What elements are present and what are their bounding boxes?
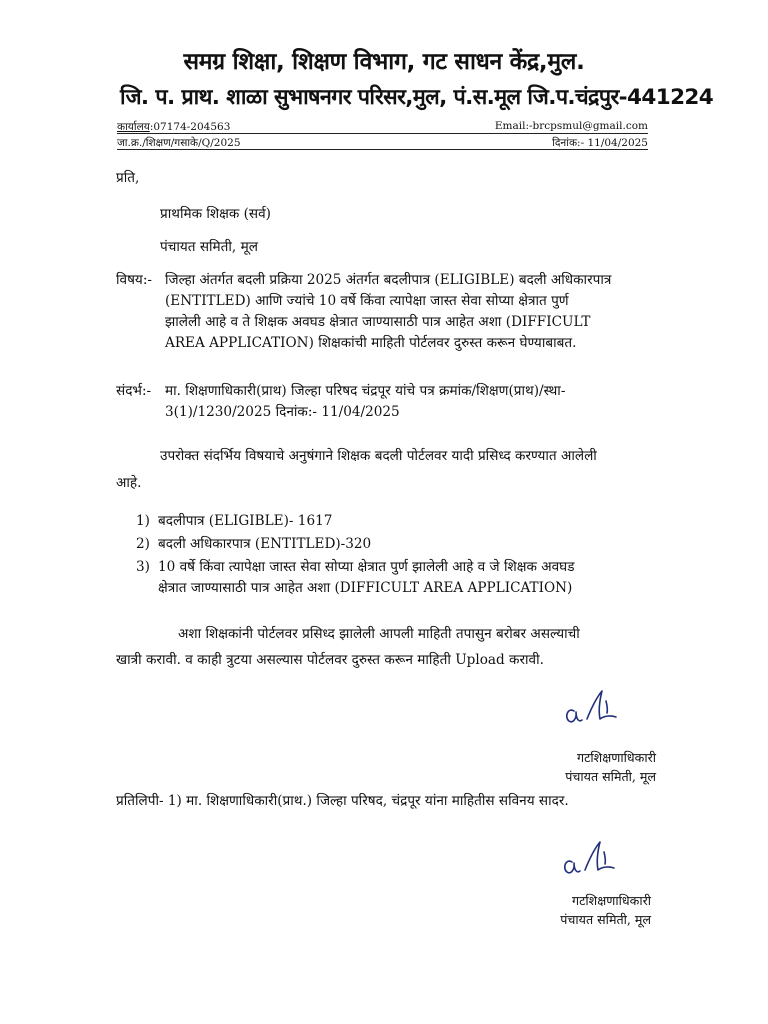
list-number: 3) (136, 559, 150, 575)
office-phone (117, 120, 230, 134)
subject-label: विषय:- (116, 272, 152, 288)
signature-block (560, 891, 651, 929)
reference-row (117, 136, 648, 150)
office-header-address: जि. प. प्राथ. शाळा सुभाषनगर परिसर,मुल, पं.स.मूल जि.प.चंद्रपुर-441224 (120, 85, 714, 110)
office-phone-number: :07174-204563 (149, 121, 231, 133)
subject-line: जिल्हा अंतर्गत बदली प्रक्रिया 2025 अंतर्गत बदलीपात्र (ELIGIBLE) बदली अधिकारपात्र (165, 272, 612, 288)
closing-line: अशा शिक्षकांनी पोर्टलवर प्रसिध्द झालेली आपली माहिती तपासुन बरोबर असल्याची (178, 626, 580, 642)
signature-image (560, 683, 640, 733)
reference-line: मा. शिक्षणाधिकारी(प्राथ) जिल्हा परिषद चंद्रपूर यांचे पत्र क्रमांक/शिक्षण(प्राथ)/स्था- (165, 383, 566, 399)
contact-row (117, 120, 648, 134)
reference-divider (117, 149, 648, 150)
subject-line: AREA APPLICATION) शिक्षकांची माहिती पोर्टलवर दुरुस्त करून घेण्याबाबत. (165, 335, 577, 351)
office-email: Email:-brcpsmul@gmail.com (494, 120, 648, 132)
list-number: 2) (136, 536, 150, 552)
signature-image (558, 834, 638, 884)
list-number: 1) (136, 513, 150, 529)
list-item (136, 557, 656, 599)
body-line: आहे. (116, 475, 142, 491)
recipient-line: प्राथमिक शिक्षक (सर्व) (160, 206, 271, 222)
office-label: कार्यालय (117, 121, 150, 133)
reference-line: 3(1)/1230/2025 दिनांक:- 11/04/2025 (165, 404, 400, 420)
subject-line: झालेली आहे व ते शिक्षक अवघड क्षेत्रात जाण्यासाठी पात्र आहेत अशा (DIFFICULT (165, 314, 591, 330)
signer-title: गटशिक्षणाधिकारी (576, 750, 656, 765)
reference-label: संदर्भ:- (116, 383, 152, 399)
copy-to-line: प्रतिलिपी- 1) मा. शिक्षणाधिकारी(प्राथ.) जिल्हा परिषद, चंद्रपूर यांना माहितीस सविनय सादर. (116, 793, 569, 809)
count-list (136, 511, 656, 599)
recipient-office: पंचायत समिती, मूल (160, 239, 258, 255)
list-text: बदलीपात्र (ELIGIBLE)- 1617 (158, 513, 333, 529)
list-text: बदली अधिकारपात्र (ENTITLED)-320 (158, 536, 372, 552)
body-line: उपरोक्त संदर्भिय विषयाचे अनुषंगाने शिक्षक बदली पोर्टलवर यादी प्रसिध्द करण्यात आलेली (160, 448, 597, 464)
closing-line: खात्री करावी. व काही त्रुटया असल्यास पोर्टलवर दुरुस्त करून माहिती Upload करावी. (116, 652, 544, 668)
signer-office: पंचायत समिती, मूल (560, 912, 651, 927)
office-header-title: समग्र शिक्षा, शिक्षण विभाग, गट साधन केंद्र,मुल. (183, 49, 585, 75)
list-text: 10 वर्षे किंवा त्यापेक्षा जास्त सेवा सोप्या क्षेत्रात पुर्ण झालेली आहे व जे शिक्षक अवघड (158, 559, 575, 575)
list-item (136, 511, 656, 532)
signature-block (565, 748, 656, 786)
subject-line: (ENTITLED) आणि ज्यांचे 10 वर्षे किंवा त्यापेक्षा जास्त सेवा सोप्या क्षेत्रात पुर्ण (165, 293, 569, 309)
letter-date: दिनांक:- 11/04/2025 (552, 137, 648, 149)
list-item (136, 534, 656, 555)
list-text: क्षेत्रात जाण्यासाठी पात्र आहेत अशा (DIFFICULT AREA APPLICATION) (158, 580, 573, 596)
header-divider (117, 133, 648, 134)
outward-number: जा.क्र./शिक्षण/गसाके/Q/2025 (117, 137, 241, 149)
reference-text (165, 381, 565, 423)
subject-text (165, 270, 611, 354)
salutation: प्रति, (116, 170, 140, 186)
signer-office: पंचायत समिती, मूल (565, 769, 656, 784)
signer-title: गटशिक्षणाधिकारी (571, 893, 651, 908)
